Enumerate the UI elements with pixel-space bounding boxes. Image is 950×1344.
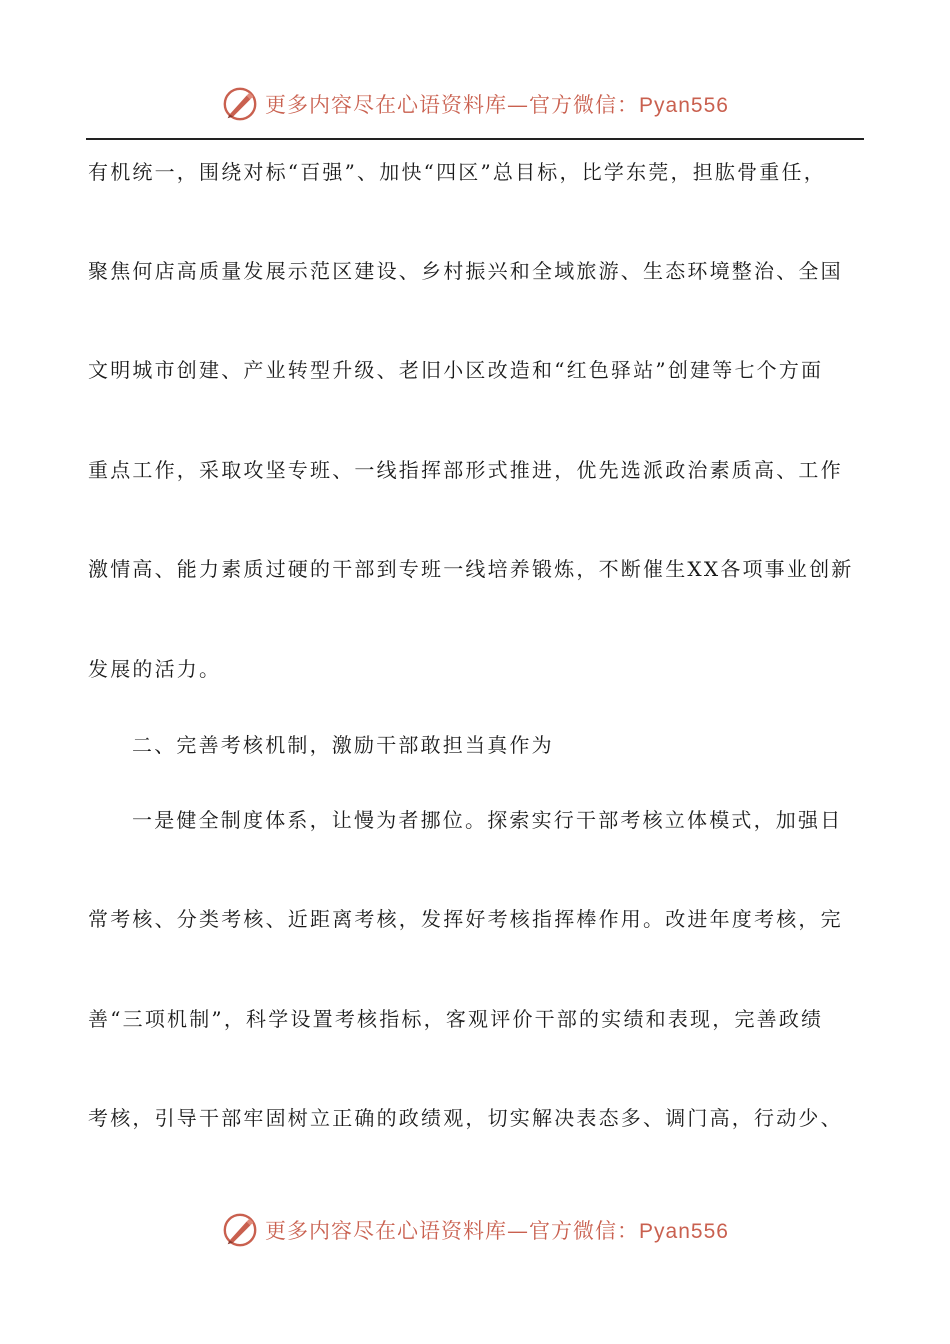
body-line: 重点工作，采取攻坚专班、一线指挥部形式推进，优先选派政治素质高、工作 <box>88 458 843 482</box>
body-line: 善“三项机制”，科学设置考核指标，客观评价干部的实绩和表现，完善政绩 <box>88 1007 824 1031</box>
pen-logo-icon <box>221 85 259 123</box>
body-line: 常考核、分类考核、近距离考核，发挥好考核指挥棒作用。改进年度考核，完 <box>88 907 843 931</box>
header-banner <box>0 82 950 126</box>
banner-handle: Pyan556 <box>639 1220 729 1243</box>
banner-handle: Pyan556 <box>639 94 729 117</box>
banner-text: 更多内容尽在心语资料库—官方微信： <box>265 1219 640 1243</box>
banner-message <box>265 89 729 119</box>
footer-banner <box>0 1208 950 1252</box>
body-line: 有机统一，围绕对标“百强”、加快“四区”总目标，比学东莞，担肱骨重任， <box>88 160 826 184</box>
section-heading: 二、完善考核机制，激励干部敢担当真作为 <box>132 733 554 757</box>
body-line: 文明城市创建、产业转型升级、老旧小区改造和“红色驿站”创建等七个方面 <box>88 358 824 382</box>
banner-message <box>265 1215 729 1245</box>
banner-text: 更多内容尽在心语资料库—官方微信： <box>265 93 640 117</box>
body-line: 一是健全制度体系，让慢为者挪位。探索实行干部考核立体模式，加强日 <box>132 808 843 832</box>
body-line: 考核，引导干部牢固树立正确的政绩观，切实解决表态多、调门高，行动少、 <box>88 1106 843 1130</box>
body-line: 聚焦何店高质量发展示范区建设、乡村振兴和全域旅游、生态环境整治、全国 <box>88 259 843 283</box>
body-line: 发展的活力。 <box>88 657 222 681</box>
body-line: 激情高、能力素质过硬的干部到专班一线培养锻炼，不断催生XX各项事业创新 <box>88 557 854 581</box>
pen-logo-icon <box>221 1211 259 1249</box>
header-divider <box>86 138 864 140</box>
